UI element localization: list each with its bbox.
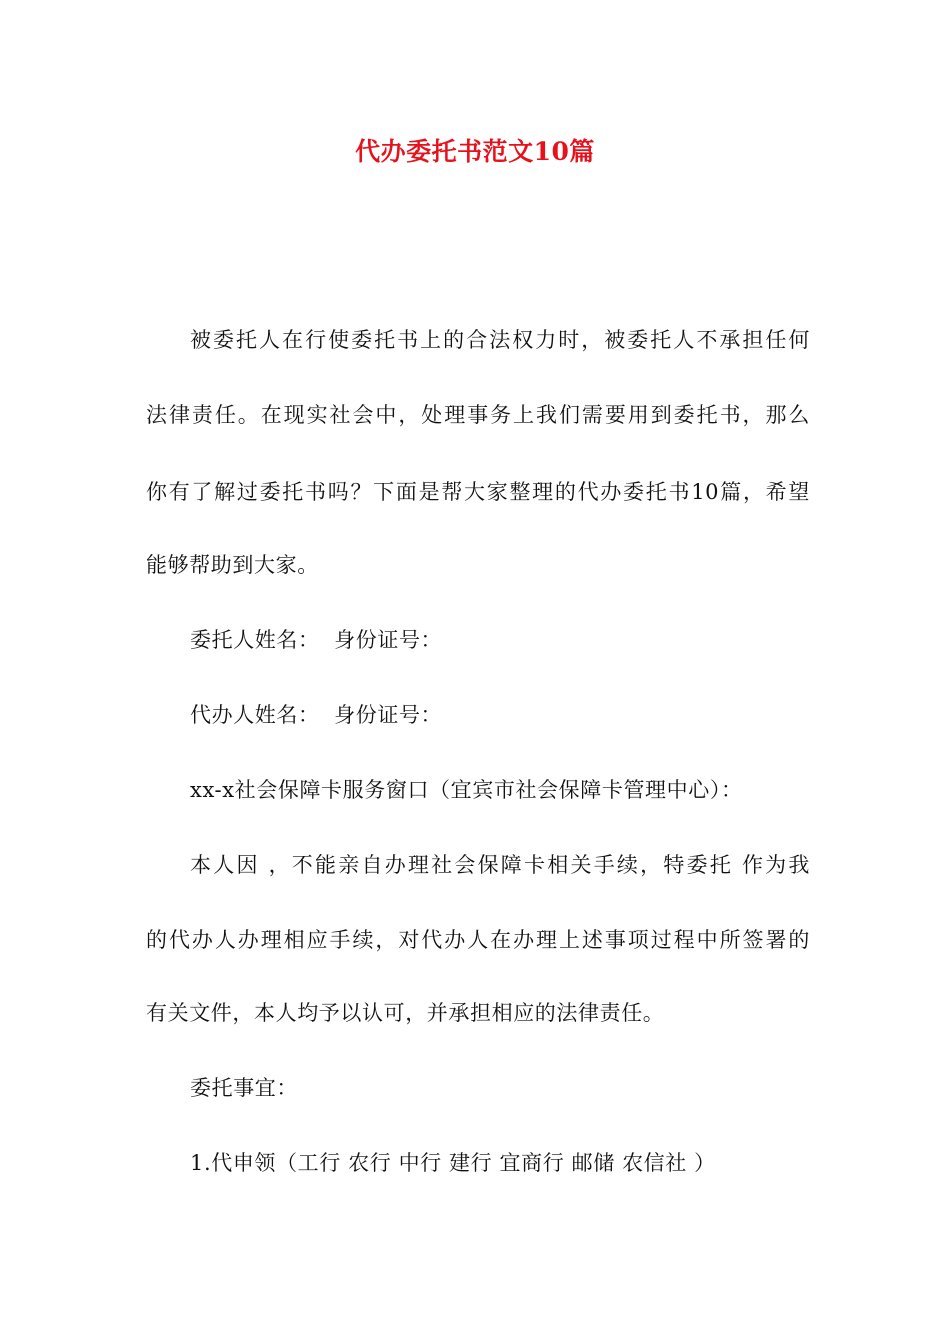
entrusted-matters-heading: 委托事宜： — [190, 1076, 298, 1100]
addressee-line: xx-x社会保障卡服务窗口（宜宾市社会保障卡管理中心）： — [190, 778, 743, 802]
paragraph-line: 本人因 ，不能亲自办理社会保障卡相关手续，特委托 作为我 — [190, 853, 810, 877]
paragraph-line: 的代办人办理相应手续，对代办人在办理上述事项过程中所签署的 — [146, 928, 810, 952]
paragraph-line: 你有了解过委托书吗？下面是帮大家整理的代办委托书10篇，希望 — [146, 480, 810, 504]
paragraph-line: 能够帮助到大家。 — [146, 553, 319, 577]
principal-name-line: 委托人姓名： 身份证号： — [190, 628, 443, 652]
paragraph-line: 法律责任。在现实社会中，处理事务上我们需要用到委托书，那么 — [146, 403, 810, 427]
agent-name-line: 代办人姓名： 身份证号： — [190, 703, 443, 727]
paragraph-line: 有关文件，本人均予以认可，并承担相应的法律责任。 — [146, 1001, 665, 1025]
document-title: 代办委托书范文10篇 — [355, 137, 595, 166]
paragraph-line: 被委托人在行使委托书上的合法权力时，被委托人不承担任何 — [190, 328, 810, 352]
entrusted-item-1: 1.代申领（工行 农行 中行 建行 宜商行 邮储 农信社 ） — [190, 1151, 716, 1175]
